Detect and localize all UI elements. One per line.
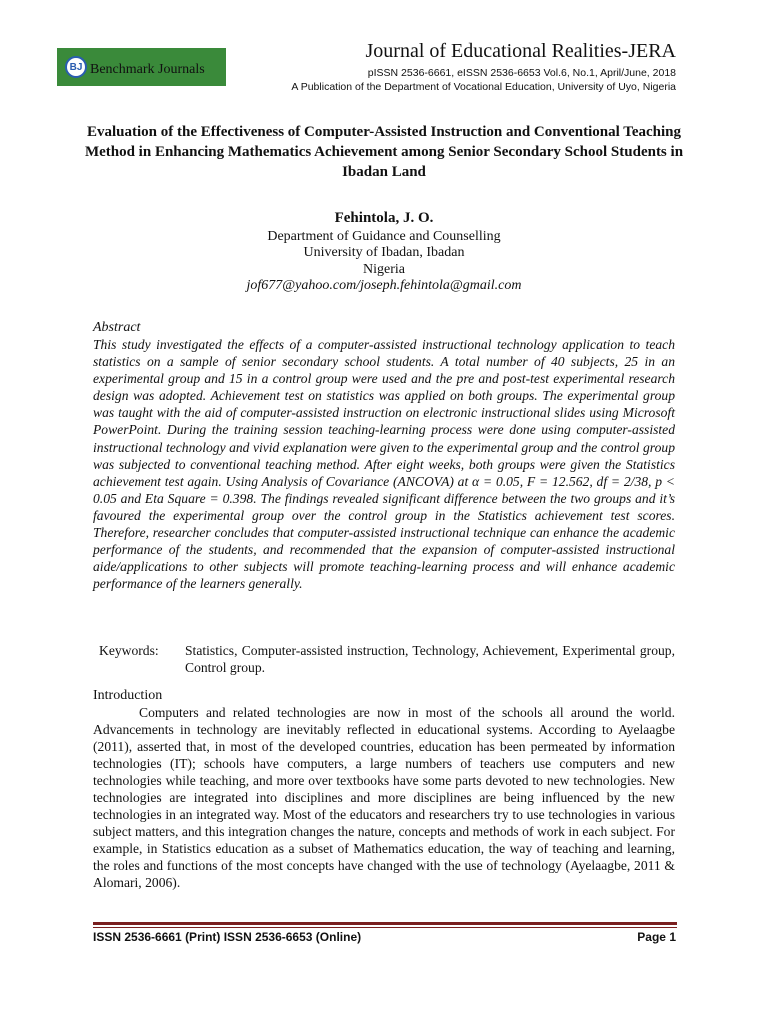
keywords-list: Statistics, Computer-assisted instruction, Technology, Achievement, Experimental group, Control group. [185, 643, 675, 675]
footer-rule-thin [93, 927, 677, 928]
author-block [70, 210, 698, 295]
author-country: Nigeria [363, 261, 405, 277]
introduction-paragraph: Computers and related technologies are now in most of the schools all around the world. Advancements in technology are inevitably reflected in educational systems. According to Ayelaagbe (2011), asserted that, in most of the developed countries, education has been permeated by information technologies (IT); schools have computers, a large numbers of teachers use computers and new technologies while teaching, and more over textbooks have some parts devoted to new technologies. New technologies are integrated into disciplines and more disciplines are being influenced by the new technologies in an integrated way. Most of the educators and researchers try to use technologies in various subject matters, and this integration changes the nature, concepts and methods of work in each subject. For example, in Statistics education as a subset of Mathematics education, the way of teaching and learning, the roles and functions of the most concepts have changed with the use of technology (Ayelaagbe, 2011 & Alomari, 2006). [93, 705, 675, 890]
footer-rule [93, 922, 677, 925]
footer-issn: ISSN 2536-6661 (Print) ISSN 2536-6653 (Online) [93, 930, 362, 944]
author-university: University of Ibadan, Ibadan [303, 245, 465, 260]
publication-line: A Publication of the Department of Vocational Education, University of Uyo, Nigeria [291, 81, 676, 93]
publisher-logo [57, 48, 226, 86]
benchmark-journals-logo-icon: BJ [65, 56, 87, 78]
abstract-label: Abstract [93, 320, 141, 335]
paper-title: Evaluation of the Effectiveness of Computer-Assisted Instruction and Conventional Teaching Method in Enhancing Mathematics Achievement among Senior Secondary School Students in Ibadan Land [84, 124, 684, 180]
introduction-heading: Introduction [93, 688, 163, 703]
journal-title: Journal of Educational Realities-JERA [365, 40, 676, 62]
logo-text: Benchmark Journals [90, 62, 205, 77]
author-name: Fehintola, J. O. [334, 210, 434, 226]
author-email: jof677@yahoo.com/joseph.fehintola@gmail.com [246, 278, 522, 293]
keywords [99, 642, 675, 676]
page-number: Page 1 [637, 930, 676, 944]
author-department: Department of Guidance and Counselling [267, 228, 501, 244]
issn-line: pISSN 2536-6661, eISSN 2536-6653 Vol.6, No.1, April/June, 2018 [367, 67, 676, 79]
abstract-text: This study investigated the effects of a computer-assisted instructional technology application to teach statistics on a sample of senior secondary school students. A total number of 40 subjects, 25 in an experimental group and 15 in a control group were used and the pre and post-test experimental research design was adopted. Achievement test on statistics was applied on both groups. The experimental group was taught with the aid of computer-assisted instruction on electronic instructional slides using Microsoft PowerPoint. During the training session teaching-learning process were done using computer-assisted instructional technology and vivid explanation were given to the experimental group and the control group was subjected to conventional teaching method. After eight weeks, both groups were given the Statistics achievement test again. Using Analysis of Covariance (ANCOVA) at α = 0.05, F = 12.562, df = 2/38, p < 0.05 and Eta Square = 0.398. The findings revealed significant difference between the two groups and it’s favoured the experimental group over the control group in the Statistics achievement test scores. Therefore, researcher concludes that computer-assisted instructional technique can enhance the academic performance of the students, and recommended that the expansion of computer-assisted instructional aide/applications to other subjects will promote teaching-learning process and will enhance academic performance of the learners generally. [93, 337, 675, 592]
keywords-label: Keywords: [99, 643, 159, 658]
